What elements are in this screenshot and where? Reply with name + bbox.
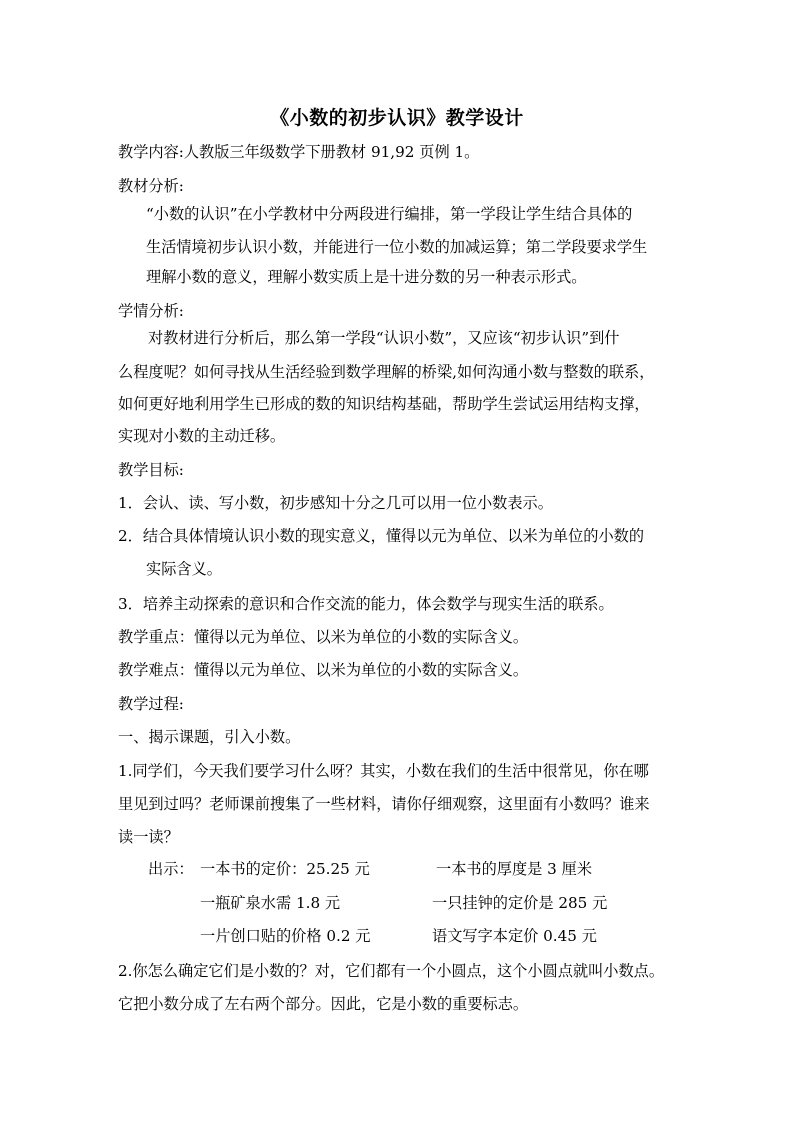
student-analysis-heading: 学情分析: — [118, 302, 184, 320]
example-item: 一本书的厚度是 3 厘米 — [436, 860, 593, 878]
textbook-analysis-line: “小数的认识”在小学教材中分两段进行编排，第一学段让学生结合具体的 — [146, 205, 633, 223]
teaching-goal-item: 2．结合具体情境认识小数的现实意义，懂得以元为单位、以米为单位的小数的 — [118, 527, 645, 545]
example-item: 一只挂钟的定价是 285 元 — [432, 894, 608, 912]
step-one-line: 1.同学们，今天我们要学习什么呀？其实，小数在我们的生活中很常见，你在哪 — [118, 762, 649, 780]
example-item: 一本书的定价：25.25 元 — [200, 860, 370, 878]
textbook-analysis-heading: 教材分析: — [118, 177, 184, 195]
student-analysis-line: 么程度呢？如何寻找从生活经验到数学理解的桥梁,如何沟通小数与整数的联系， — [118, 363, 655, 381]
example-item: 一片创口贴的价格 0.2 元 — [200, 927, 371, 945]
teaching-goals-heading: 教学目标: — [118, 461, 184, 479]
teaching-goal-item: 实际含义。 — [146, 560, 222, 578]
teaching-goal-item: 1．会认、读、写小数，初步感知十分之几可以用一位小数表示。 — [118, 494, 553, 512]
student-analysis-line: 如何更好地利用学生已形成的数的知识结构基础，帮助学生尝试运用结构支撑， — [118, 395, 650, 413]
show-label: 出示： — [148, 860, 194, 878]
section-one-heading: 一、揭示课题，引入小数。 — [118, 728, 301, 746]
teaching-process-heading: 教学过程: — [118, 695, 184, 713]
teaching-goal-item: 3．培养主动探索的意识和合作交流的能力，体会数学与现实生活的联系。 — [118, 595, 614, 613]
step-two-line: 它把小数分成了左右两个部分。因此，它是小数的重要标志。 — [118, 995, 529, 1013]
student-analysis-line: 对教材进行分析后，那么第一学段“认识小数”，又应该“初步认识”到什 — [148, 329, 620, 347]
example-item: 一瓶矿泉水需 1.8 元 — [200, 894, 341, 912]
step-two-line: 2.你怎么确定它们是小数的？对，它们都有一个小圆点，这个小圆点就叫小数点。 — [118, 962, 665, 980]
teaching-content-line: 教学内容:人教版三年级数学下册教材 91,92 页例 1。 — [118, 143, 480, 161]
textbook-analysis-line: 理解小数的意义，理解小数实质上是十进分数的另一种表示形式。 — [146, 268, 587, 286]
document-title: 《小数的初步认识》教学设计 — [270, 107, 524, 129]
example-item: 语文写字本定价 0.45 元 — [432, 927, 597, 945]
step-one-line: 里见到过吗？老师课前搜集了一些材料，请你仔细观察，这里面有小数吗？谁来 — [118, 795, 650, 813]
step-one-line: 读一读？ — [118, 828, 179, 846]
textbook-analysis-line: 生活情境初步认识小数，并能进行一位小数的加减运算；第二学段要求学生 — [146, 238, 648, 256]
student-analysis-line: 实现对小数的主动迁移。 — [118, 427, 286, 445]
difficult-point-line: 教学难点：懂得以元为单位、以米为单位的小数的实际含义。 — [118, 661, 529, 679]
key-point-line: 教学重点：懂得以元为单位、以米为单位的小数的实际含义。 — [118, 628, 529, 646]
